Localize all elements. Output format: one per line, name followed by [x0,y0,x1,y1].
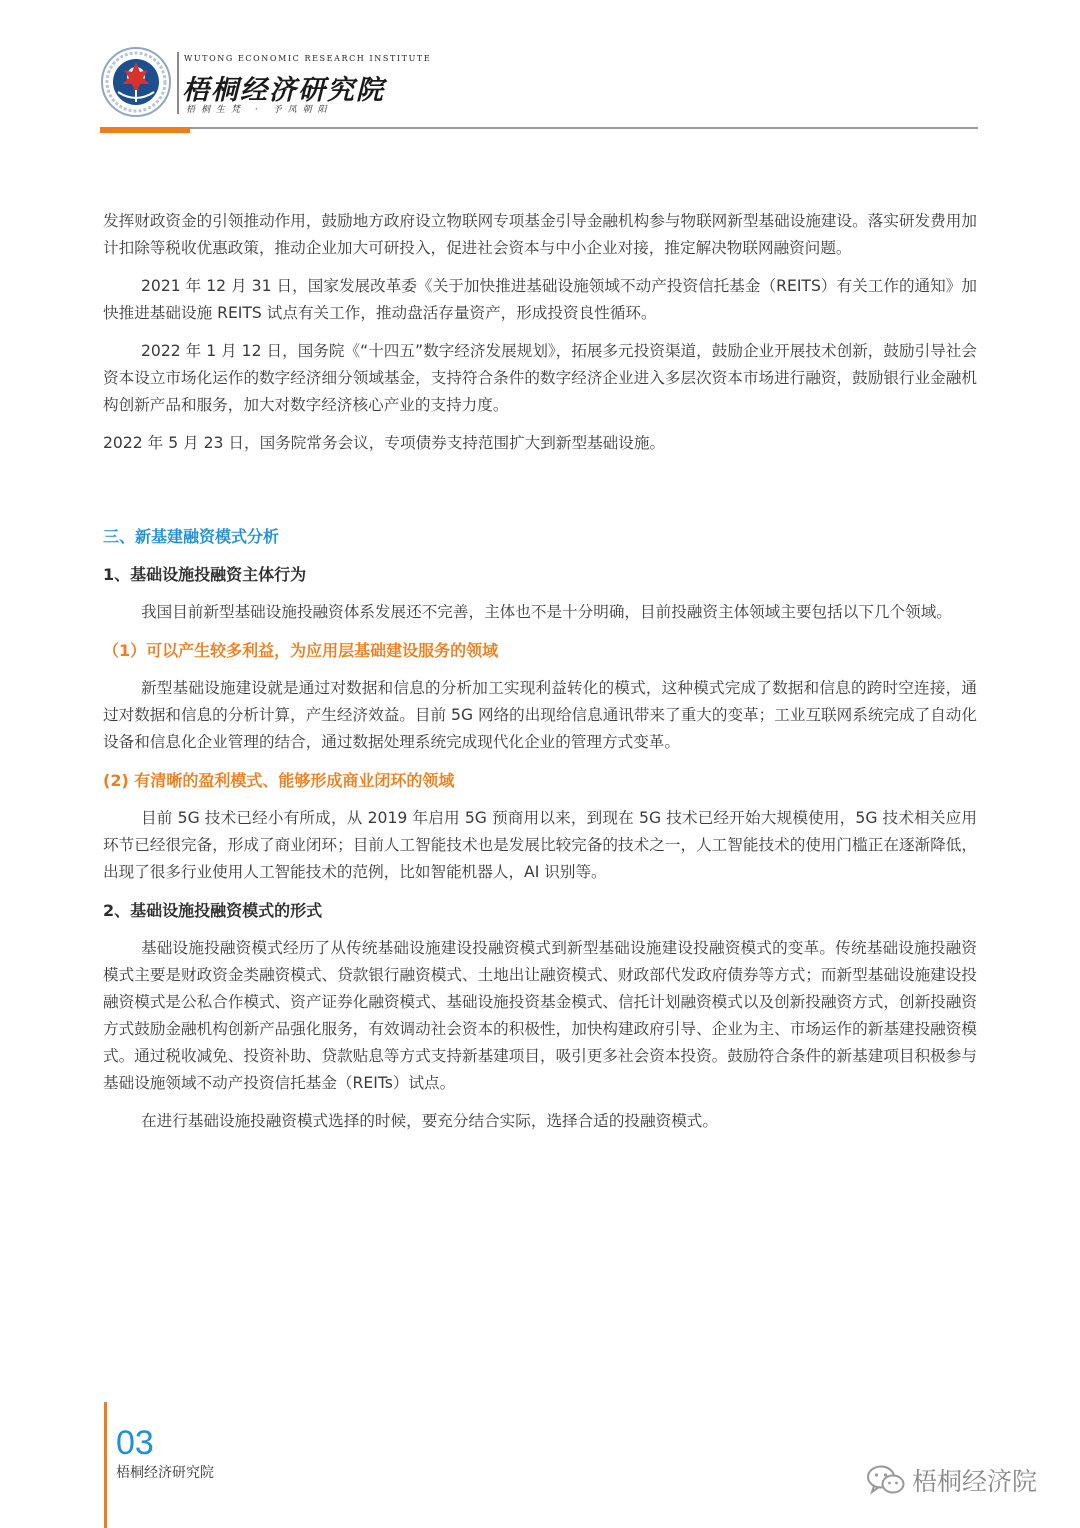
paragraph-8: 基础设施投融资模式经历了从传统基础设施建设投融资模式到新型基础设施建设投融资模式的变革。传统基础设施投融资模式主要是财政资金类融资模式、贷款银行融资模式、土地出让融资模式、财政部代发政府债券等方式；而新型基础设施建设投融资模式是公私合作模式、资产证券化融资模式、基础设施投资基金模式、信托计划融资模式以及创新投融资方式，创新投融资方式鼓励金融机构创新产品强化服务，有效调动社会资本的积极性，加快构建政府引导、企业为主、市场运作的新基建投融资模式。通过税收减免、投资补助、贷款贴息等方式支持新基建项目，吸引更多社会资本投资。鼓励符合条件的新基建项目积极参与基础设施领域不动产投资信托基金（REITs）试点。 [103,939,977,1092]
wechat-icon [866,1464,906,1496]
header-rule [100,127,978,129]
page-number: 03 [116,1424,154,1462]
paragraph-7: 目前 5G 技术已经小有所成，从 2019 年启用 5G 预商用以来，到现在 5G 技术已经开始大规模使用，5G 技术相关应用环节已经很完备，形成了商业闭环；目前人工智能技术也是发展比较完备的技术之一，人工智能技术的使用门槛正在逐渐降低，出现了很多行业使用人工智能技术的范例，比如智能机器人，AI 识别等。 [103,809,977,881]
institute-name-cn: 梧桐经济研究院 [182,75,385,106]
institute-logo-icon [100,46,172,118]
section-3-title: 三、新基建融资模式分析 [103,527,280,546]
wechat-watermark [866,1462,1037,1498]
paragraph-5: 我国目前新型基础设施投融资体系发展还不完善，主体也不是十分明确，目前投融资主体领域主要包括以下几个领域。 [141,603,952,621]
institute-name-en: WUTONG ECONOMIC RESEARCH INSTITUTE [184,54,432,63]
footer-accent-bar [104,1402,107,1528]
paragraph-4: 2022 年 5 月 23 日，国务院常务会议，专项债券支持范围扩大到新型基础设施。 [103,434,666,452]
item-2-title: (2) 有清晰的盈利模式、能够形成商业闭环的领域 [103,771,455,790]
subsection-2-title: 2、基础设施投融资模式的形式 [103,901,323,920]
institute-motto: 梧桐生梵 · 予凤朝阳 [186,105,333,115]
paragraph-6: 新型基础设施建设就是通过对数据和信息的分析加工实现利益转化的模式，这种模式完成了数据和信息的跨时空连接，通过对数据和信息的分析计算，产生经济效益。目前 5G 网络的出现给信息通讯带来了重大的变革；工业互联网系统完成了自动化设备和信息化企业管理的结合，通过数据处理系统完成现代化企业的管理方式变革。 [103,679,977,751]
paragraph-3: 2022 年 1 月 12 日，国务院《“十四五”数字经济发展规划》，拓展多元投资渠道，鼓励企业开展技术创新，鼓励引导社会资本设立市场化运作的数字经济细分领域基金，支持符合条件的数字经济企业进入多层次资本市场进行融资，鼓励银行业金融机构创新产品和服务，加大对数字经济核心产业的支持力度。 [103,342,977,414]
watermark-text: 梧桐经济院 [912,1467,1038,1496]
paragraph-2: 2021 年 12 月 31 日，国家发展改革委《关于加快推进基础设施领域不动产投资信托基金（REITS）有关工作的通知》加快推进基础设施 REITS 试点有关工作，推动盘活存量资产，形成投资良性循环。 [103,277,977,322]
subsection-1-title: 1、基础设施投融资主体行为 [103,565,307,584]
paragraph-1: 发挥财政资金的引领推动作用，鼓励地方政府设立物联网专项基金引导金融机构参与物联网新型基础设施建设。落实研发费用加计扣除等税收优惠政策，推动企业加大可研投入，促进社会资本与中小企业对接，推定解决物联网融资问题。 [103,212,977,257]
page-header [100,40,980,140]
paragraph-9: 在进行基础设施投融资模式选择的时候，要充分结合实际，选择合适的投融资模式。 [141,1112,718,1130]
footer-institute-name: 梧桐经济研究院 [116,1465,214,1481]
item-1-title: （1）可以产生较多利益，为应用层基础建设服务的领域 [103,641,499,660]
article-body [103,208,977,1135]
header-divider [177,52,179,114]
header-rule-accent [100,127,190,133]
